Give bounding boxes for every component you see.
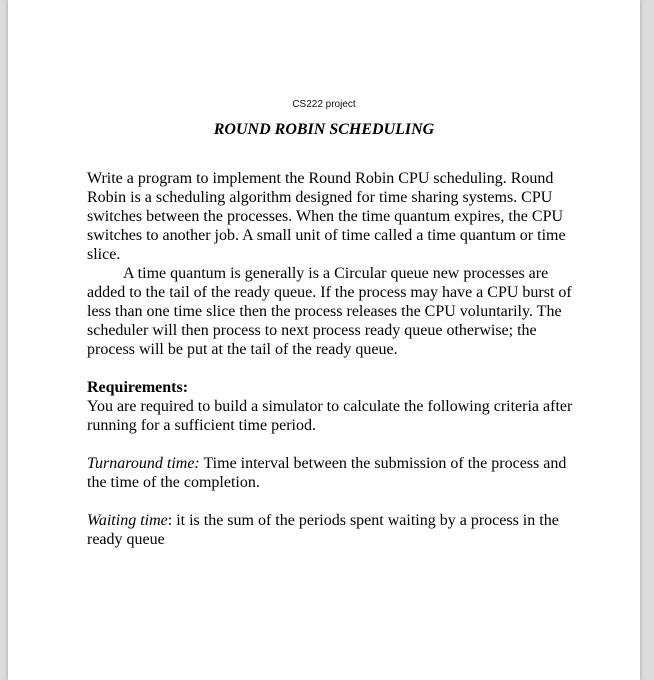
document-page [8,0,640,680]
intro-paragraph: Write a program to implement the Round Robin CPU scheduling. Round Robin is a scheduling algorithm designed for time sharing systems. CPU switches between the processes. When the time quantum expires, the CPU switches to another job. A small unit of time called a time quantum or time slice. [87,170,566,263]
document-body [87,169,575,549]
course-label: CS222 project [292,99,356,110]
waiting-term: Waiting time [87,512,168,529]
waiting-text: : it is the sum of the periods spent waiting by a process in the ready queue [87,512,559,548]
waiting-definition [87,511,575,549]
turnaround-definition [87,454,575,492]
second-paragraph: A time quantum is generally is a Circular queue new processes are added to the tail of the ready queue. If the process may have a CPU burst of less than one time slice then the process releases the CPU voluntarily. The scheduler will then process to next process ready queue otherwise; the process will be put at the tail of the ready queue. [87,265,572,358]
turnaround-text: Time interval between the submission of the process and the time of the completion. [87,455,567,491]
requirements-text: You are required to build a simulator to calculate the following criteria after running for a sufficient time period. [87,398,573,434]
requirements-heading: Requirements: [87,379,189,396]
turnaround-term: Turnaround time: [87,455,200,472]
document-title: ROUND ROBIN SCHEDULING [213,121,435,138]
